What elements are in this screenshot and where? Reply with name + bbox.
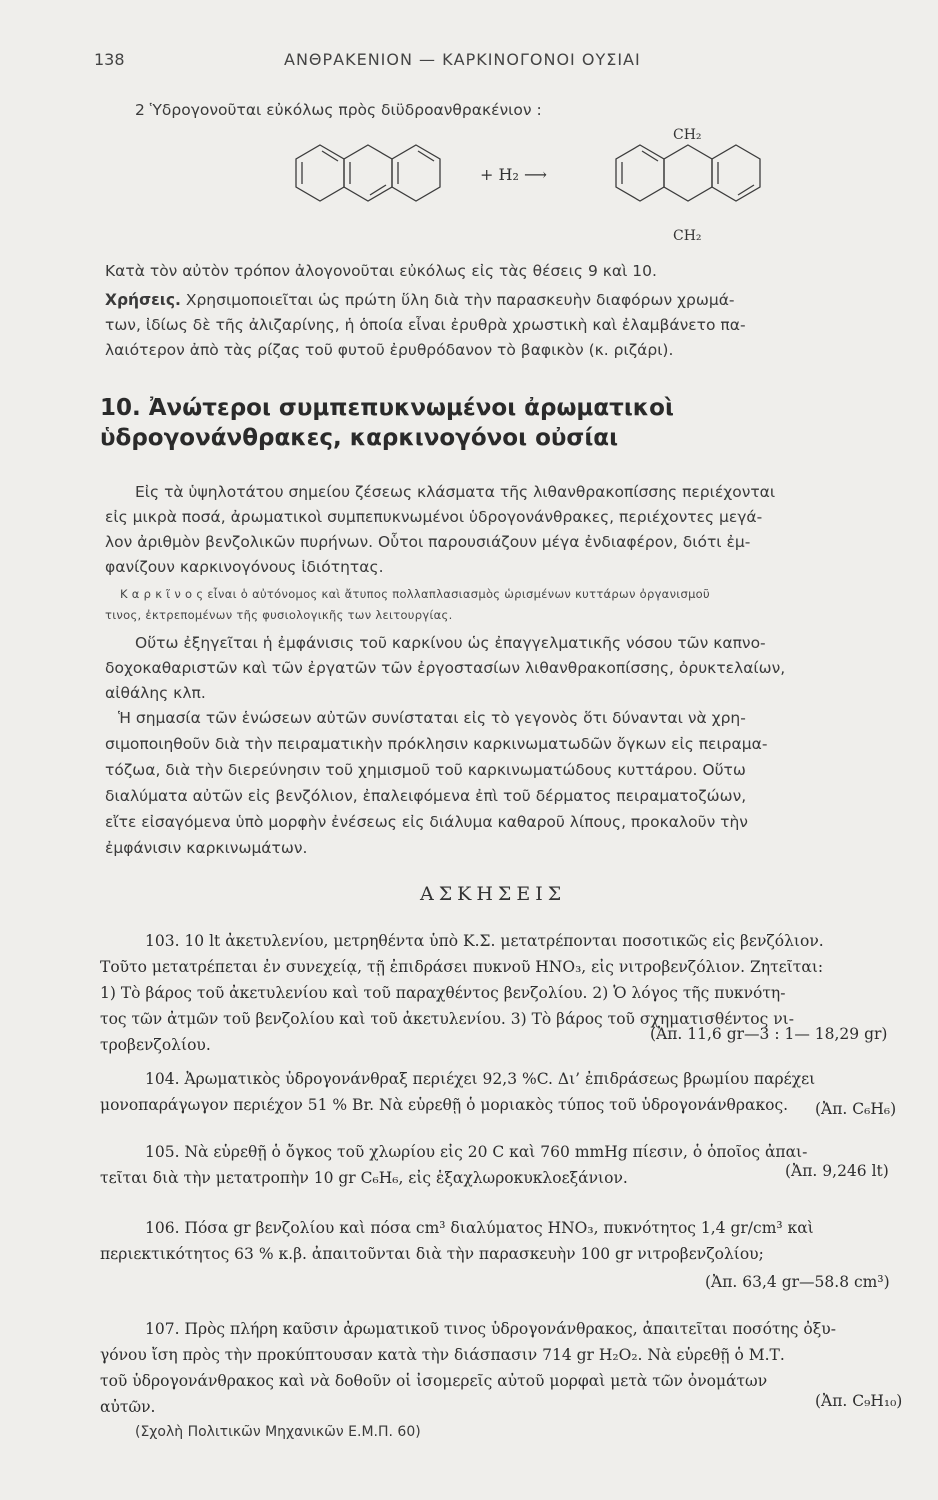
section10-line3: λον ἀριθμὸν βενζολικῶν πυρήνων. Οὗτοι παρουσιάζουν μέγα ἐνδιαφέρον, διότι ἐμ- — [105, 533, 751, 551]
ex103-line3: 1) Τὸ βάρος τοῦ ἀκετυλενίου καὶ τοῦ παραχθέντος βενζολίου. 2) Ὁ λόγος τῆς πυκνότη- — [100, 984, 786, 1002]
exercises-heading: ΑΣΚΗΣΕΙΣ — [420, 883, 567, 905]
ex107-line2: γόνου ἴση πρὸς τὴν προκύπτουσαν κατὰ τὴν διάσπασιν 714 gr Η₂Ο₂. Νὰ εὑρεθῇ ὁ Μ.Τ. — [100, 1346, 785, 1364]
ex106-line2: περιεκτικότητος 63 % κ.β. ἀπαιτοῦνται διὰ τὴν παρασκευὴν 100 gr νιτροβενζολίου; — [100, 1245, 764, 1263]
section10-line1: Εἰς τὰ ὑψηλοτάτου σημείου ζέσεως κλάσματα τῆς λιθανθρακοπίσσης περιέχονται — [135, 483, 776, 501]
para2-line2: δοχοκαθαριστῶν καὶ τῶν ἐργατῶν τῶν ἐργοστασίων λιθανθρακοπίσσης, ὀρυκτελαίων, — [105, 659, 786, 677]
ex105-line2: τεῖται διὰ τὴν μετατροπὴν 10 gr C₆H₆, εἰς ἑξαχλωροκυκλοεξάνιον. — [100, 1169, 628, 1187]
running-title: ΑΝΘΡΑΚΕΝΙΟΝ — ΚΑΡΚΙΝΟΓΟΝΟΙ ΟΥΣΙΑΙ — [284, 50, 641, 69]
para2-line9: ἐμφάνισιν καρκινωμάτων. — [105, 839, 308, 857]
ex103-line1: 103. 10 lt ἀκετυλενίου, μετρηθέντα ὑπὸ Κ.Σ. μετατρέπονται ποσοτικῶς εἰς βενζόλιον. — [145, 932, 824, 950]
section-10-title-line1: 10. Ἀνώτεροι συμπεπυκνωμένοι ἀρωματικοὶ — [100, 395, 674, 421]
ex106-line1: 106. Πόσα gr βενζολίου καὶ πόσα cm³ διαλύματος ΗΝΟ₃, πυκνότητος 1,4 gr/cm³ καὶ — [145, 1219, 814, 1237]
anthracene-hydrogenation-diagram — [280, 127, 760, 255]
dihydro-ring-right — [712, 145, 760, 201]
ex104-line1: 104. Ἀρωματικὸς ὑδρογονάνθραξ περιέχει 92,3 %C. Δι’ ἐπιδράσεως βρωμίου παρέχει — [145, 1070, 816, 1088]
cancer-note-line2: τινος, ἐκτρεπομένων τῆς φυσιολογικῆς των λειτουργίας. — [105, 608, 453, 622]
ex105-answer: (Ἀπ. 9,246 lt) — [785, 1162, 889, 1180]
para2-line8: εἴτε εἰσαγόμενα ὑπὸ μορφὴν ἐνέσεως εἰς διάλυμα καθαροῦ λίπους, προκαλοῦν τὴν — [105, 813, 748, 831]
reaction-plus-h2-arrow: + H₂ ⟶ — [480, 165, 547, 184]
para1-line1: Κατὰ τὸν αὐτὸν τρόπον ἀλογονοῦται εὐκόλως εἰς τὰς θέσεις 9 καὶ 10. — [105, 262, 657, 280]
ex105-line1: 105. Νὰ εὑρεθῇ ὁ ὄγκος τοῦ χλωρίου εἰς 20 C καὶ 760 mmHg πίεσιν, ὁ ὁποῖος ἀπαι- — [145, 1143, 808, 1161]
uses-label: Χρήσεις. — [105, 291, 181, 309]
page-number: 138 — [94, 50, 125, 69]
section10-line2: εἰς μικρὰ ποσά, ἀρωματικοὶ συμπεπυκνωμένοι ὑδρογονάνθρακες, περιέχοντες μεγά- — [105, 508, 763, 526]
para2-line3: αἰθάλης κλπ. — [105, 684, 206, 702]
ex107-line3: τοῦ ὑδρογονάνθρακος καὶ νὰ δοθοῦν οἱ ἰσομερεῖς αὐτοῦ μορφαὶ μετὰ τῶν ὀνομάτων — [100, 1372, 768, 1390]
section-10-heading — [100, 393, 674, 453]
section-10-title-line2: ὑδρογονάνθρακες, καρκινογόνοι οὐσίαι — [100, 425, 619, 451]
para2-line6: τόζωα, διὰ τὴν διερεύνησιν τοῦ χημισμοῦ τοῦ καρκινωματώδους κυττάρου. Οὕτω — [105, 761, 746, 779]
ex103-line2: Τοῦτο μετατρέπεται ἐν συνεχείᾳ, τῇ ἐπιδράσει πυκνοῦ ΗΝΟ₃, εἰς νιτροβενζόλιον. Ζητεῖται: — [100, 958, 824, 976]
ex104-answer: (Ἀπ. C₆H₆) — [815, 1100, 897, 1118]
para2-line1: Οὕτω ἐξηγεῖται ἡ ἐμφάνισις τοῦ καρκίνου ὡς ἐπαγγελματικῆς νόσου τῶν καπνο- — [135, 634, 766, 652]
cancer-note-line1: Κ α ρ κ ῖ ν ο ς εἶναι ὁ αὐτόνομος καὶ ἄτυπος πολλαπλασιασμὸς ὡρισμένων κυττάρων ὀργανισμοῦ — [120, 587, 710, 601]
ch2-bottom-label: CH₂ — [673, 228, 702, 244]
step-2-text: 2 Ὑδρογονοῦται εὐκόλως πρὸς διϋδροανθρακένιον : — [135, 101, 542, 119]
anthracene-structure — [296, 145, 440, 201]
para1-line3: των, ἰδίως δὲ τῆς ἀλιζαρίνης, ἡ ὁποία εἶναι ἐρυθρὰ χρωστικὴ καὶ ἐλαμβάνετο πα- — [105, 316, 746, 334]
ex104-line2: μονοπαράγωγον περιέχον 51 % Br. Νὰ εὑρεθῇ ὁ μοριακὸς τύπος τοῦ ὑδρογονάνθρακος. — [100, 1096, 789, 1114]
anthracene-ring-middle — [344, 145, 392, 201]
para2-line5: σιμοποιηθοῦν διὰ τὴν πειραματικὴν πρόκλησιν καρκινωματωδῶν ὄγκων εἰς πειραμα- — [105, 735, 768, 753]
para1-line2-text: Χρησιμοποιεῖται ὡς πρώτη ὕλη διὰ τὴν παρασκευὴν διαφόρων χρωμά- — [185, 291, 735, 309]
para1-line4: λαιότερον ἀπὸ τὰς ρίζας τοῦ φυτοῦ ἐρυθρόδανον τὸ βαφικὸν (κ. ριζάρι). — [105, 341, 674, 359]
section10-line4: φανίζουν καρκινογόνους ἰδιότητας. — [105, 558, 384, 576]
dihydro-ring-middle — [664, 145, 712, 201]
para2-line4: Ἡ σημασία τῶν ἑνώσεων αὐτῶν συνίσταται εἰς τὸ γεγονὸς ὅτι δύνανται νὰ χρη- — [118, 709, 746, 727]
ex107-answer: (Ἀπ. C₉H₁₀) — [815, 1392, 903, 1410]
anthracene-ring-right — [392, 145, 440, 201]
ex103-line5: τροβενζολίου. — [100, 1036, 211, 1054]
para2-line7: διαλύματα αὐτῶν εἰς βενζόλιον, ἐπαλειφόμενα ἐπὶ τοῦ δέρματος πειραματοζώων, — [105, 787, 747, 805]
anthracene-ring-left — [296, 145, 344, 201]
exercise-source: (Σχολὴ Πολιτικῶν Μηχανικῶν Ε.Μ.Π. 60) — [135, 1424, 421, 1440]
ex107-line4: αὐτῶν. — [100, 1398, 156, 1416]
ex106-answer: (Ἀπ. 63,4 gr—58.8 cm³) — [705, 1273, 890, 1291]
para1-line2 — [105, 291, 735, 309]
ex107-line1: 107. Πρὸς πλήρη καῦσιν ἀρωματικοῦ τινος ὑδρογονάνθρακος, ἀπαιτεῖται ποσότης ὀξυ- — [145, 1320, 836, 1338]
ch2-top-label: CH₂ — [673, 127, 702, 143]
dihydro-ring-left — [616, 145, 664, 201]
dihydroanthracene-structure — [616, 145, 760, 201]
ex103-answer: (Ἀπ. 11,6 gr—3 : 1— 18,29 gr) — [650, 1025, 888, 1043]
ex103-line4: τος τῶν ἀτμῶν τοῦ βενζολίου καὶ τοῦ ἀκετυλενίου. 3) Τὸ βάρος τοῦ σχηματισθέντος νι- — [100, 1010, 794, 1028]
